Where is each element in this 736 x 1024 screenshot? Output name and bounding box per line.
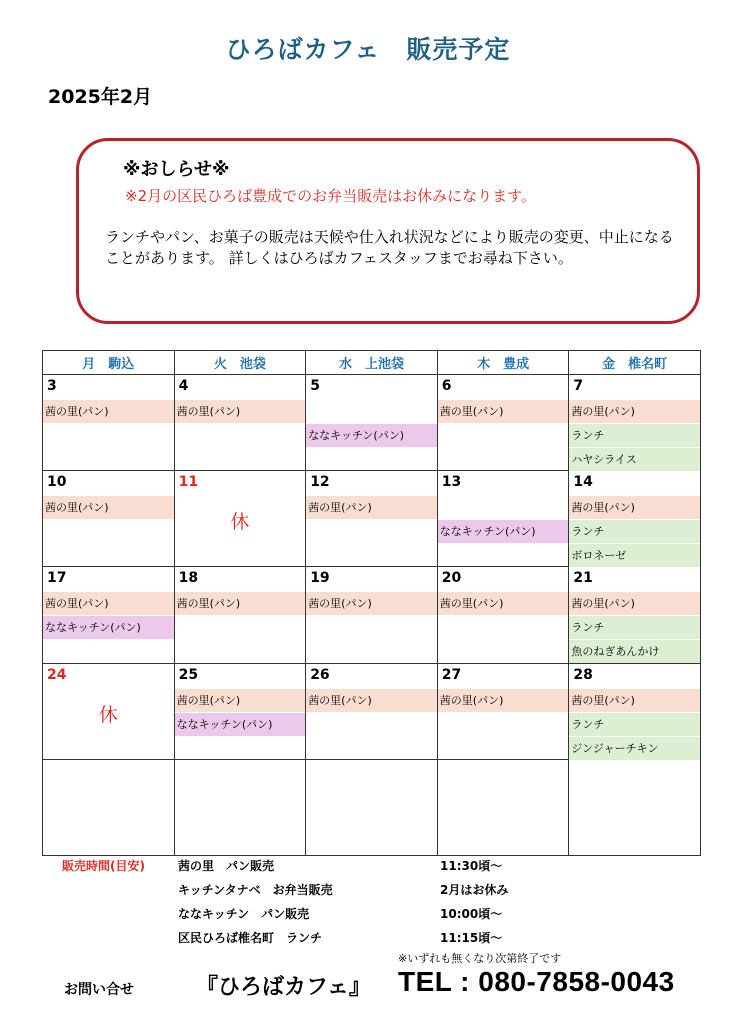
sales-hours-label: 販売時間(目安)	[62, 859, 145, 873]
nana-kitchen-item: ななキッチン(パン)	[306, 424, 437, 447]
bread-sale-item: 茜の里(パン)	[438, 592, 569, 615]
day-number: 28	[573, 666, 593, 683]
day-cell	[174, 663, 306, 759]
day-cell	[437, 471, 569, 567]
bread-sale-item: 茜の里(パン)	[569, 496, 700, 519]
calendar-week	[43, 471, 701, 567]
day-number: 18	[178, 570, 199, 587]
sales-calendar	[42, 350, 701, 856]
notice-alert: ※2月の区民ひろば豊成でのお弁当販売はお休みになります。	[125, 187, 536, 205]
nana-kitchen-item: ななキッチン(パン)	[175, 713, 306, 736]
lunch-menu-item: ボロネーゼ	[569, 544, 700, 567]
lunch-menu-item: 魚のねぎあんかけ	[569, 640, 700, 663]
bread-sale-item: 茜の里(パン)	[306, 496, 437, 519]
hours-row	[178, 929, 503, 946]
header-tuesday: 火 池袋	[174, 351, 306, 375]
bread-sale-item: 茜の里(パン)	[175, 592, 306, 615]
hours-row	[178, 881, 509, 898]
bread-sale-item: 茜の里(パン)	[438, 689, 569, 712]
calendar-week-empty	[43, 759, 701, 855]
day-cell	[174, 375, 306, 471]
day-cell	[174, 471, 306, 567]
day-number: 25	[178, 666, 199, 683]
hours-footnote: ※いずれも無くなり次第終了です	[398, 952, 562, 965]
day-number: 4	[178, 378, 189, 394]
hours-row	[178, 905, 503, 922]
bread-sale-item: 茜の里(パン)	[569, 689, 700, 712]
day-cell	[43, 663, 175, 759]
day-cell-empty	[174, 759, 306, 855]
bread-sale-item: 茜の里(パン)	[43, 592, 174, 615]
calendar-header-row	[43, 351, 701, 375]
header-wednesday: 水 上池袋	[306, 351, 438, 375]
header-thursday: 木 豊成	[437, 351, 569, 375]
day-number: 5	[310, 378, 320, 394]
hours-vendor: 茜の里 パン販売	[178, 859, 275, 873]
day-cell	[569, 663, 701, 759]
bread-sale-item: 茜の里(パン)	[43, 496, 174, 519]
bread-sale-item: 茜の里(パン)	[306, 689, 437, 712]
day-number: 19	[310, 570, 330, 587]
day-number: 21	[573, 570, 593, 587]
day-number: 11	[178, 474, 199, 491]
notice-box	[76, 138, 700, 324]
lunch-item: ランチ	[569, 520, 700, 543]
hours-vendor: 区民ひろば椎名町 ランチ	[178, 931, 323, 945]
day-number: 7	[573, 378, 584, 394]
day-number: 12	[310, 474, 330, 491]
day-cell	[437, 375, 569, 471]
day-number: 13	[441, 474, 462, 491]
calendar-week	[43, 375, 701, 471]
day-cell-empty	[437, 759, 569, 855]
bread-sale-item: 茜の里(パン)	[569, 592, 700, 615]
bread-sale-item: 茜の里(パン)	[175, 689, 306, 712]
day-cell	[306, 567, 438, 663]
closed-mark: 休	[98, 703, 118, 726]
day-cell	[43, 567, 175, 663]
hours-time: 11:15頃～	[440, 931, 503, 945]
header-monday: 月 駒込	[43, 351, 175, 375]
day-number: 27	[441, 666, 462, 683]
contact-label: お問い合せ	[64, 982, 134, 998]
day-number: 14	[573, 474, 593, 491]
lunch-menu-item: ハヤシライス	[569, 448, 700, 471]
lunch-menu-item: ジンジャーチキン	[569, 737, 700, 760]
lunch-item: ランチ	[569, 424, 700, 447]
closed-mark: 休	[230, 511, 250, 534]
day-cell	[43, 375, 175, 471]
day-cell-empty	[569, 759, 701, 855]
day-cell-empty	[306, 759, 438, 855]
bread-sale-item: 茜の里(パン)	[306, 592, 437, 615]
day-number: 10	[47, 474, 67, 491]
day-cell	[569, 375, 701, 471]
nana-kitchen-item: ななキッチン(パン)	[438, 520, 569, 543]
day-cell	[569, 567, 701, 663]
notice-body: ランチやパン、お菓子の販売は天候や仕入れ状況などにより販売の変更、中止になることがあります。 詳しくはひろばカフェスタッフまでお尋ね下さい。	[105, 228, 674, 267]
hours-time: 11:30頃～	[440, 859, 503, 873]
hours-vendor: ななキッチン パン販売	[178, 907, 310, 921]
calendar-week	[43, 663, 701, 759]
header-friday: 金 椎名町	[569, 351, 701, 375]
day-number: 24	[47, 666, 67, 683]
day-cell	[569, 471, 701, 567]
bread-sale-item: 茜の里(パン)	[569, 400, 700, 423]
month-label: 2025年2月	[48, 86, 153, 108]
day-cell	[437, 663, 569, 759]
bread-sale-item: 茜の里(パン)	[43, 400, 174, 423]
day-cell	[306, 375, 438, 471]
bread-sale-item: 茜の里(パン)	[438, 400, 569, 423]
day-cell	[437, 567, 569, 663]
lunch-item: ランチ	[569, 616, 700, 639]
day-number: 3	[47, 378, 57, 394]
day-number: 20	[441, 570, 462, 587]
lunch-item: ランチ	[569, 713, 700, 736]
hours-time: 2月はお休み	[440, 883, 509, 897]
page-title: ひろばカフェ 販売予定	[225, 35, 511, 64]
day-cell-empty	[43, 759, 175, 855]
hours-time: 10:00頃～	[440, 907, 503, 921]
day-cell	[174, 567, 306, 663]
bread-sale-item: 茜の里(パン)	[175, 400, 306, 423]
day-number: 6	[441, 378, 452, 394]
hours-row	[178, 857, 503, 874]
day-number: 17	[47, 570, 67, 587]
nana-kitchen-item: ななキッチン(パン)	[43, 616, 174, 639]
contact-name: 『ひろばカフェ』	[196, 975, 371, 1000]
calendar-week	[43, 567, 701, 663]
day-cell	[306, 663, 438, 759]
notice-heading: ※おしらせ※	[123, 159, 230, 180]
day-cell	[43, 471, 175, 567]
day-number: 26	[310, 666, 330, 683]
hours-vendor: キッチンタナベ お弁当販売	[178, 883, 333, 897]
day-cell	[306, 471, 438, 567]
contact-phone: TEL : 080-7858-0043	[398, 966, 675, 997]
